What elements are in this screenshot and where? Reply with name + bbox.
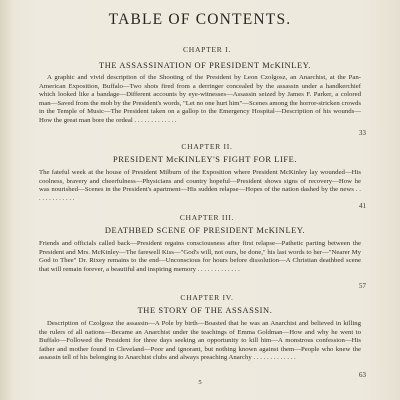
chapter-description: A graphic and vivid description of the Shooting of the President by Leon Czolgosz, an Anarchist, at the Pan-American Exposition, Buffalo—Two shots fired from a derringer concealed by the assassin under a handkerchief which looked like a bandage—Different accounts by eye-witnesses—Assassin seized by James F. Parker, a colored man—Saved from the mob by the President's words, "Let no one hurt him"—Scenes among the horror-stricken crowds in the Temple of Music—The President taken on a gallop to the Emergency Hospital—Description of his wounds—How the great man bore the ordeal . . . . . . . . . . . . . xyxy=(39,74,361,124)
page-title: TABLE OF CONTENTS. xyxy=(108,11,292,28)
chapter-title: PRESIDENT McKINLEY'S FIGHT FOR LIFE. xyxy=(112,155,298,164)
chapter-title: THE ASSASSINATION OF PRESIDENT McKINLEY. xyxy=(99,61,311,70)
chapter-description: Description of Czolgosz the assassin—A Pole by birth—Boasted that he was an Anarchist and believed in killing the rulers of all nations—Became an Anarchist under the teachings of Emma Goldman—How and why he went to Buffalo—Followed the President for three days seeking an opportunity to kill him—A monstrous confession—His father and mother found in Cleveland—Poor and ignorant, but nothing known against them—People who knew the assassin tell of his belonging to Anarchist clubs and always preaching Anarchy . . . . . . . . . . . . . xyxy=(39,320,361,362)
chapter-label: CHAPTER II. xyxy=(181,142,233,151)
chapter-page-number: 57 xyxy=(359,283,366,290)
chapter-page-number: 63 xyxy=(359,372,366,379)
chapter-label: CHAPTER I. xyxy=(183,45,231,54)
page-number: 5 xyxy=(198,379,202,386)
chapter-page-number: 33 xyxy=(359,130,366,137)
chapter-page-number: 41 xyxy=(359,203,366,210)
chapter-title: DEATHBED SCENE OF PRESIDENT McKINLEY. xyxy=(104,226,306,235)
chapter-description: The fateful week at the house of President Milburn of the Exposition where President McKinley lay wounded—His coolness, bravery and cheerfulness—Physicians and country hopeful—President shows signs of recovery—How he was nourished—Scenes in the President's apartment—His sudden relapse—Hopes of the nation dashed by the news . . . . . . . . . . . . . xyxy=(39,169,361,202)
chapter-title: THE STORY OF THE ASSASSIN. xyxy=(137,306,273,315)
chapter-label: CHAPTER IV. xyxy=(180,293,234,302)
chapter-label: CHAPTER III. xyxy=(179,213,235,222)
chapter-description: Friends and officials called back—President regains consciousness after first relapse—Pathetic parting between the President and Mrs. McKinley—The farewell Kiss—"God's will, not ours, be done," his last words to her—"Nearer My God to Thee" Dr. Rixey remains to the end—Unconscious for hours before dissolution—A Christian deathbed scene that will remain forever, a beautiful and inspiring memory . . . . . . . . . . . . . xyxy=(39,240,361,273)
